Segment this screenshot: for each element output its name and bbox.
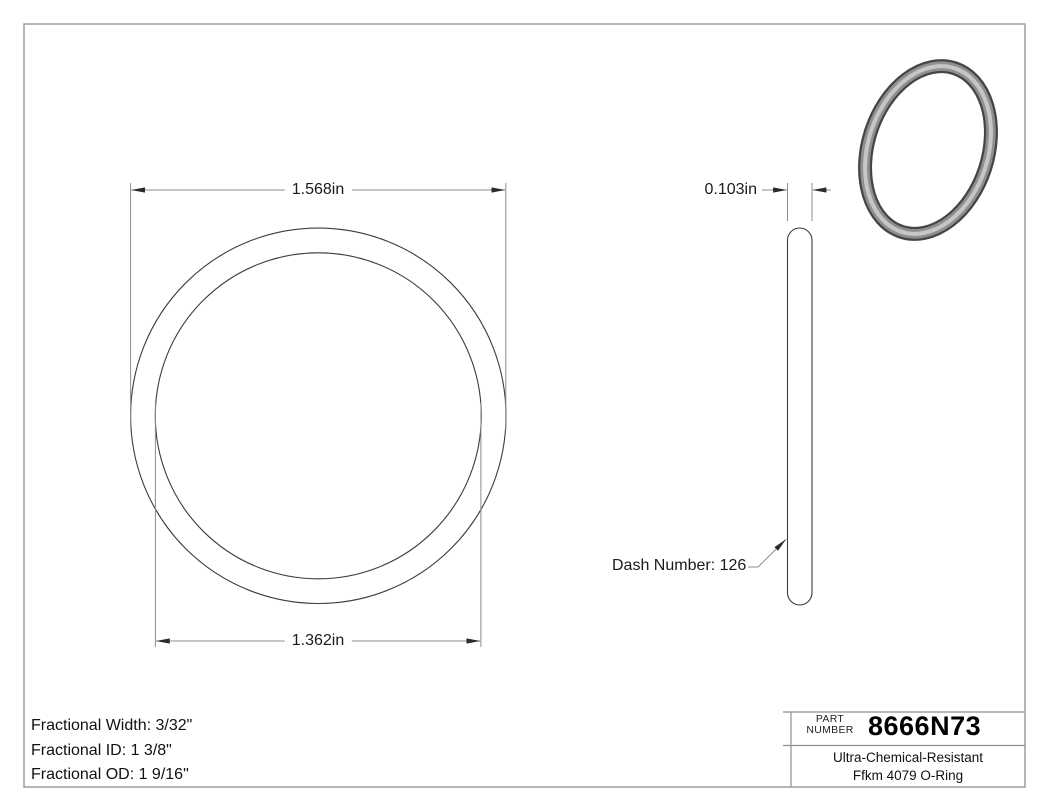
width-dimension-text: 0.103in (704, 181, 757, 198)
dash-number-label: Dash Number: 126 (612, 557, 747, 574)
part-number-caption-line1: PART (815, 713, 845, 725)
fractional-width-note: Fractional Width: 3/32" (31, 717, 193, 734)
width-dimension-lines (762, 183, 831, 221)
oring-3d-render (844, 50, 1011, 251)
front-view-outer-circle (131, 228, 506, 603)
part-number-value: 8666N73 (868, 711, 982, 741)
front-view-inner-circle (155, 253, 481, 579)
id-dimension-lines (155, 402, 481, 647)
part-description-line2: Ffkm 4079 O-Ring (852, 767, 964, 783)
part-description-line1: Ultra-Chemical-Resistant (832, 750, 984, 765)
dash-number-leader (748, 540, 786, 568)
od-dimension-text: 1.568in (285, 181, 352, 199)
fractional-od-note: Fractional OD: 1 9/16" (31, 766, 189, 783)
part-description (791, 749, 1025, 784)
part-number-caption-line2: NUMBER (806, 724, 854, 736)
fractional-id-note: Fractional ID: 1 3/8" (31, 741, 172, 759)
part-number-caption (796, 714, 864, 736)
side-view-capsule (788, 228, 813, 605)
id-dimension-text: 1.362in (285, 632, 352, 650)
od-dimension-lines (131, 183, 506, 430)
fractional-notes (31, 714, 192, 788)
